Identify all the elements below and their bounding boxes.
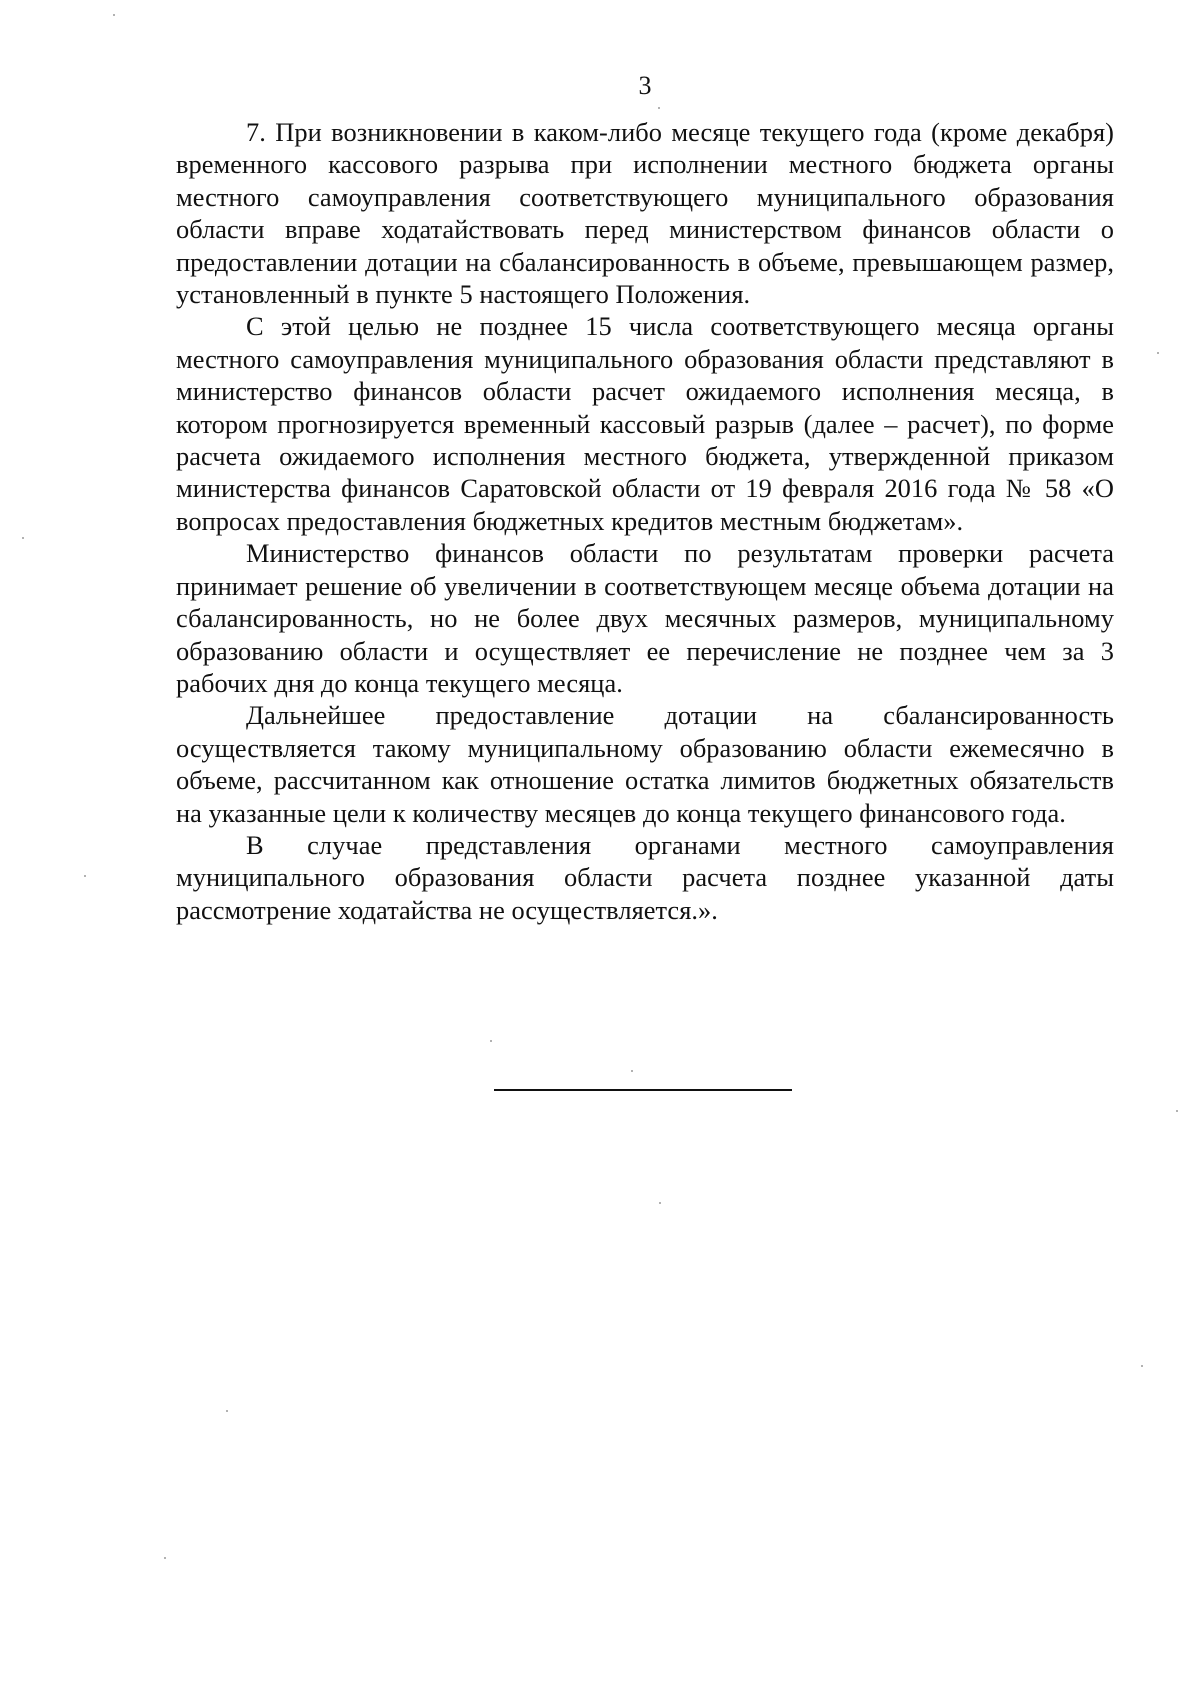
paragraph-further-provision: Дальнейшее предоставление дотации на сбалансированность осуществляется такому муниципальному образованию области ежемесячно в объеме, рассчитанном как отношение остатка лимитов бюджетных обязательств на указанные цели к количеству месяцев до конца текущего финансового года. [176, 700, 1114, 828]
scan-speck [226, 1410, 228, 1412]
scan-speck [84, 875, 86, 877]
scan-speck [22, 537, 24, 539]
end-of-document-rule [494, 1089, 792, 1091]
scan-speck [490, 1040, 492, 1042]
scan-speck [113, 14, 115, 16]
scan-speck [1157, 352, 1159, 354]
paragraph-late-submission: В случае представления органами местного самоуправления муниципального образования области расчета позднее указанной даты рассмотрение ходатайства не осуществляется.». [176, 829, 1114, 925]
document-body [176, 116, 1114, 926]
paragraph-calculation-deadline: С этой целью не позднее 15 числа соответствующего месяца органы местного самоуправления муниципального образования области представляют в министерство финансов области расчет ожидаемого исполнения месяца, в котором прогнозируется временный кассовый разрыв (далее – расчет), по форме расчета ожидаемого исполнения местного бюджета, утвержденной приказом министерства финансов Саратовской области от 19 февраля 2016 года № 58 «О вопросах предоставления бюджетных кредитов местным бюджетам». [176, 311, 1114, 536]
scan-speck [658, 107, 660, 109]
paragraph-ministry-decision: Министерство финансов области по результатам проверки расчета принимает решение об увеличении в соответствующем месяце объема дотации на сбалансированность, но не более двух месячных размеров, муниципальному образованию области и осуществляет ее перечисление не позднее чем за 3 рабочих дня до конца текущего месяца. [176, 538, 1114, 698]
page-number: 3 [638, 71, 652, 100]
scan-speck [631, 1070, 633, 1072]
paragraph-item-7: 7. При возникновении в каком-либо месяце текущего года (кроме декабря) временного кассового разрыва при исполнении местного бюджета органы местного самоуправления соответствующего муниципального образования области вправе ходатайствовать перед министерством финансов области о предоставлении дотации на сбалансированность в объеме, превышающем размер, установленный в пункте 5 настоящего Положения. [176, 117, 1114, 310]
scan-speck [659, 1202, 661, 1204]
scan-speck [164, 1557, 166, 1559]
scan-speck [1176, 1110, 1178, 1112]
scan-speck [1141, 1365, 1143, 1367]
